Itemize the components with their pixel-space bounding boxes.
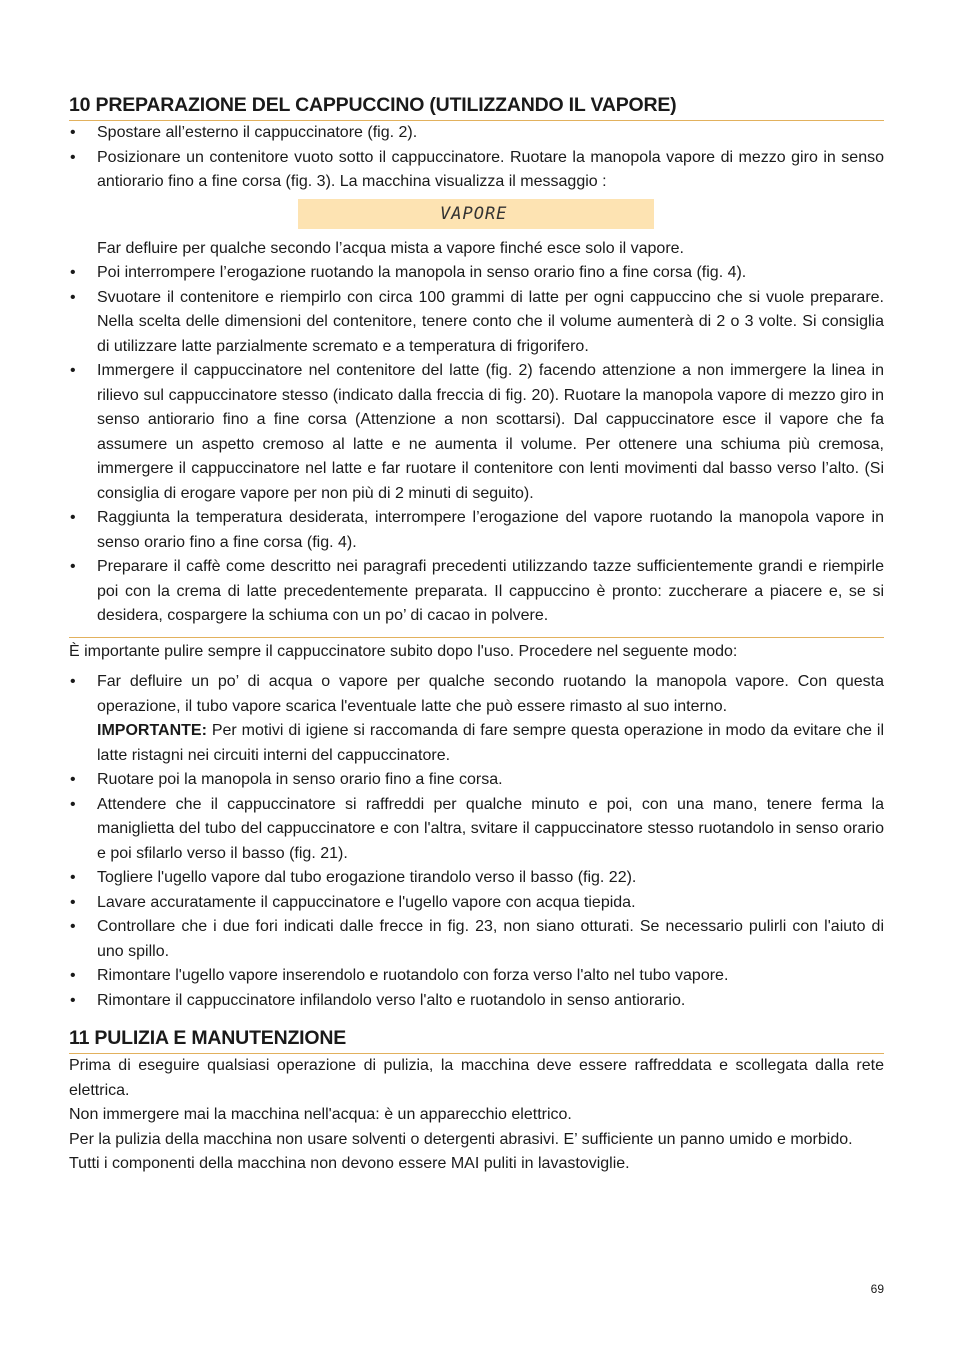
list-item: • Togliere l'ugello vapore dal tubo erogazione tirandolo verso il basso (fig. 22).	[69, 866, 884, 891]
page-content	[69, 92, 884, 1177]
section-10-list	[69, 121, 884, 195]
list-item: • Posizionare un contenitore vuoto sotto il cappuccinatore. Ruotare la manopola vapore di mezzo giro in senso antiorario fino a fine corsa (fig. 3). La macchina visualizza il messaggio :	[69, 146, 884, 195]
list-item: • Raggiunta la temperatura desiderata, interrompere l’erogazione del vapore ruotando la manopola vapore in senso orario fino a fine corsa (fig. 4).	[69, 506, 884, 555]
cleaning-list	[69, 670, 884, 1013]
bullet: •	[70, 673, 76, 690]
bullet: •	[70, 558, 76, 575]
list-item: • Rimontare il cappuccinatore infilandolo verso l'alto e ruotandolo in senso antiorario.	[69, 989, 884, 1014]
list-item: • Spostare all’esterno il cappuccinatore (fig. 2).	[69, 121, 884, 146]
list-item: • Preparare il caffè come descritto nei paragrafi precedenti utilizzando tazze sufficientemente grandi e riempirle poi con la crema di latte precedentemente preparata. Il cappuccino è pronto: zuccherare a piacere e, se si desidera, cospargere la schiuma con un po’ di cacao in polvere.	[69, 555, 884, 629]
bullet: •	[70, 124, 76, 141]
important-text: Per motivi di igiene si raccomanda di fare sempre questa operazione in modo da evitare che il latte ristagni nei circuiti interni del cappuccinatore.	[97, 722, 884, 764]
bullet: •	[70, 967, 76, 984]
bullet: •	[70, 918, 76, 935]
list-item: • Lavare accuratamente il cappuccinatore e l'ugello vapore con acqua tiepida.	[69, 891, 884, 916]
section-10-title: 10 PREPARAZIONE DEL CAPPUCCINO (UTILIZZANDO IL VAPORE)	[69, 92, 884, 121]
section-11-paragraph: Tutti i componenti della macchina non devono essere MAI puliti in lavastoviglie.	[69, 1155, 630, 1172]
bullet: •	[70, 893, 76, 911]
divider	[69, 637, 884, 638]
list-item: • Rimontare l'ugello vapore inserendolo e ruotandolo con forza verso l'alto nel tubo vapore.	[69, 964, 884, 989]
display-message-box	[298, 199, 654, 229]
bullet: •	[70, 148, 76, 166]
bullet: •	[70, 264, 76, 281]
section-11-title: 11 PULIZIA E MANUTENZIONE	[69, 1025, 884, 1054]
important-label: IMPORTANTE:	[97, 722, 207, 739]
section-11-paragraph: Prima di eseguire qualsiasi operazione di pulizia, la macchina deve essere raffreddata e scollegata dalla rete elettrica.	[69, 1057, 884, 1099]
bullet: •	[70, 795, 76, 813]
list-item: • Svuotare il contenitore e riempirlo con circa 100 grammi di latte per ogni cappuccino che si vuole preparare. Nella scelta delle dimensioni del contenitore, tenere conto che il volume aumenterà di 2 o 3 volte. Si consiglia di utilizzare latte parzialmente scremato e a temperatura di frigorifero.	[69, 286, 884, 360]
list-item: • Immergere il cappuccinatore nel contenitore del latte (fig. 2) facendo attenzione a non immergere la linea in rilievo sul cappuccinatore stesso (indicato dalla freccia di fig. 20). Ruotare la manopola vapore di mezzo giro in senso antiorario fino a fine corsa (Attenzione a non scottarsi). Dal cappuccinatore esce il vapore che fa assumere un aspetto cremoso al latte e ne aumenta il volume. Per ottenere una schiuma più cremosa, immergere il cappuccinatore nel latte e far ruotare il contenitore con lenti movimenti dal basso verso l’alto. (Si consiglia di erogare vapore per non più di 2 minuti di seguito).	[69, 359, 884, 506]
bullet: •	[70, 509, 76, 526]
list-item: • Controllare che i due fori indicati dalle frecce in fig. 23, non siano otturati. Se necessario pulirli con l'aiuto di uno spillo.	[69, 915, 884, 964]
section-11-paragraph: Per la pulizia della macchina non usare solventi o detergenti abrasivi. E’ sufficiente un panno umido e morbido.	[69, 1130, 853, 1148]
list-item: • Ruotare poi la manopola in senso orario fino a fine corsa.	[69, 768, 884, 793]
bullet: •	[70, 869, 76, 886]
list-item: • Poi interrompere l’erogazione ruotando la manopola in senso orario fino a fine corsa (fig. 4).	[69, 261, 884, 286]
bullet: •	[70, 288, 76, 306]
page-number: 69	[870, 1282, 884, 1296]
list-item: • Attendere che il cappuccinatore si raffreddi per qualche minuto e poi, con una mano, tenere ferma la maniglietta del tubo del cappuccinatore e con l'altra, svitare il cappuccinatore stesso ruotandolo in senso orario e poi sfilarlo verso il basso (fig. 21).	[69, 793, 884, 867]
section-11-paragraph: Non immergere mai la macchina nell'acqua: è un apparecchio elettrico.	[69, 1106, 572, 1123]
after-display-text: Far defluire per qualche secondo l’acqua mista a vapore finché esce solo il vapore.	[97, 239, 684, 257]
display-message: VAPORE	[440, 203, 508, 224]
bullet: •	[70, 771, 76, 788]
list-item: • Far defluire un po’ di acqua o vapore per qualche secondo ruotando la manopola vapore. Con questa operazione, il tubo vapore scarica l'eventuale latte che può essere rimasto al suo interno. IMPORTANTE: Per motivi di igiene si raccomanda di fare sempre questa operazione in modo da evitare che il latte ristagni nei circuiti interni del cappuccinatore.	[69, 670, 884, 768]
section-10-list-2	[69, 261, 884, 629]
bullet: •	[70, 991, 76, 1009]
cleaning-intro: È importante pulire sempre il cappuccinatore subito dopo l'uso. Procedere nel seguente modo:	[69, 642, 738, 660]
bullet: •	[70, 362, 76, 379]
